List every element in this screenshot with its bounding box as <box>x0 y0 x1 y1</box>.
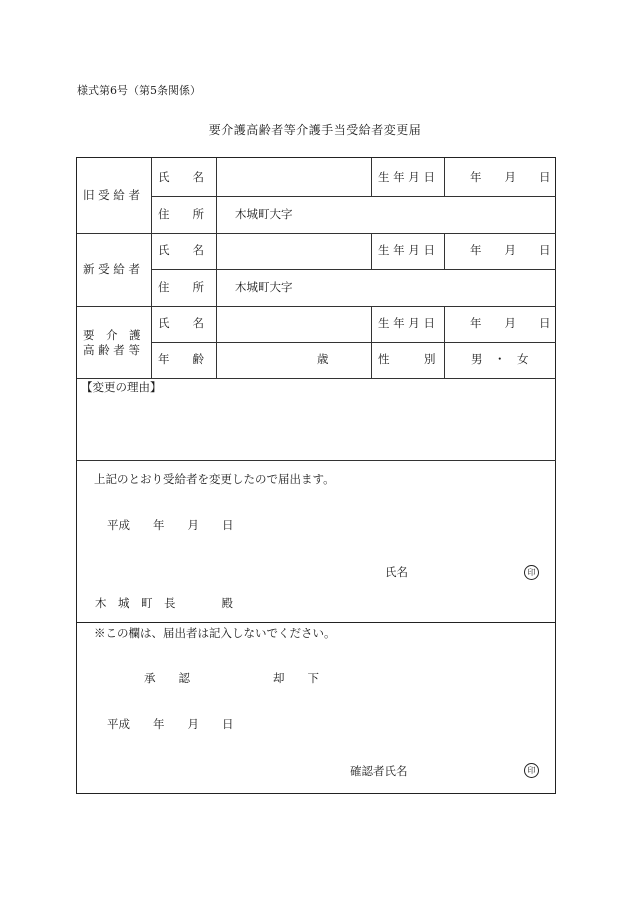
new-recipient-label: 新 受 給 者 <box>83 262 140 276</box>
declaration-text: 上記のとおり受給者を変更したので届出ます。 <box>94 472 335 486</box>
office-date[interactable]: 平成 年 月 日 <box>107 717 234 731</box>
old-birthdate-label: 生 年 月 日 <box>378 170 435 184</box>
old-address-label: 住 所 <box>158 207 204 221</box>
column-divider <box>371 158 372 196</box>
reason-label: 【変更の理由】 <box>81 380 162 394</box>
new-address-field[interactable]: 木城町大字 <box>235 280 293 294</box>
new-name-label: 氏 名 <box>158 243 204 257</box>
section-divider <box>77 460 556 461</box>
new-birthdate-label: 生 年 月 日 <box>378 243 435 257</box>
elderly-birthdate-label: 生 年 月 日 <box>378 316 435 330</box>
column-divider <box>151 158 152 378</box>
applicant-name-label: 氏名 <box>385 565 408 579</box>
column-divider <box>444 158 445 196</box>
declaration-date[interactable]: 平成 年 月 日 <box>107 518 234 532</box>
seal-mark: 印 <box>524 565 539 580</box>
column-divider <box>444 306 445 378</box>
elderly-sex-label: 性 別 <box>378 352 436 366</box>
elderly-name-field[interactable] <box>222 318 362 332</box>
row-divider <box>151 269 556 270</box>
office-note: ※この欄は、届出者は記入しないでください。 <box>94 626 336 640</box>
form-frame <box>76 157 556 794</box>
elderly-age-label: 年 齢 <box>158 352 204 366</box>
new-name-field[interactable] <box>222 245 362 259</box>
office-section-divider <box>77 622 556 623</box>
elderly-sex-options[interactable]: 男 ・ 女 <box>471 352 529 366</box>
column-divider <box>216 158 217 378</box>
section-divider <box>77 306 556 307</box>
reason-field[interactable] <box>81 398 551 456</box>
old-recipient-label: 旧 受 給 者 <box>83 188 140 202</box>
new-birthdate-field[interactable]: 年 月 日 <box>470 243 551 257</box>
old-name-field[interactable] <box>222 172 362 186</box>
row-divider <box>151 342 556 343</box>
elderly-name-label: 氏 名 <box>158 316 204 330</box>
old-birthdate-field[interactable]: 年 月 日 <box>470 170 551 184</box>
elderly-birthdate-field[interactable]: 年 月 日 <box>470 316 551 330</box>
form-title: 要介護高齢者等介護手当受給者変更届 <box>208 123 422 137</box>
column-divider <box>371 306 372 378</box>
old-address-field[interactable]: 木城町大字 <box>235 207 293 221</box>
reject-option[interactable]: 却 下 <box>273 671 319 685</box>
approve-option[interactable]: 承 認 <box>144 671 190 685</box>
new-address-label: 住 所 <box>158 280 204 294</box>
form-number: 様式第6号（第5条関係） <box>77 84 201 97</box>
row-divider <box>151 196 556 197</box>
confirmer-name-label: 確認者氏名 <box>350 764 408 778</box>
confirmer-seal-mark: 印 <box>524 763 539 778</box>
section-divider <box>77 233 556 234</box>
elderly-label-line2: 高 齢 者 等 <box>83 343 140 357</box>
elderly-age-unit: 歳 <box>317 352 329 366</box>
addressee: 木 城 町 長 殿 <box>95 596 233 610</box>
section-divider <box>77 378 556 379</box>
old-name-label: 氏 名 <box>158 170 204 184</box>
elderly-label-line1: 要 介 護 <box>83 328 141 342</box>
column-divider <box>444 233 445 269</box>
column-divider <box>371 233 372 269</box>
